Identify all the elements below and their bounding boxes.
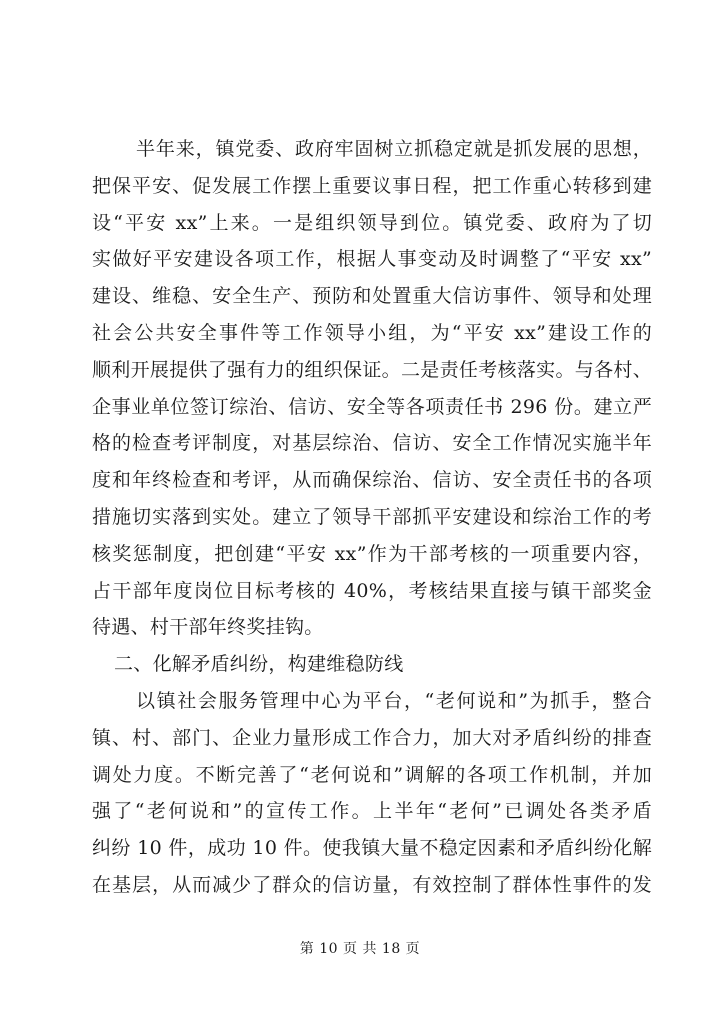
text-line: 格的检查考评制度，对基层综治、信访、安全工作情况实施半年	[92, 432, 652, 455]
text-line: 措施切实落到实处。建立了领导干部抓平安建设和综治工作的考	[92, 505, 652, 528]
document-body	[92, 131, 652, 904]
text-line: 待遇、村干部年终奖挂钩。	[92, 616, 324, 639]
text-line: 度和年终检查和考评，从而确保综治、信访、安全责任书的各项	[92, 469, 652, 492]
text-line: 占干部年度岗位目标考核的 40%，考核结果直接与镇干部奖金	[92, 579, 652, 602]
text-line: 设“平安 xx”上来。一是组织领导到位。镇党委、政府为了切	[92, 211, 652, 234]
text-line: 顺利开展提供了强有力的组织保证。二是责任考核落实。与各村、	[92, 358, 652, 381]
page-footer: 第 10 页 共 18 页	[299, 941, 421, 957]
text-line: 在基层，从而减少了群众的信访量，有效控制了群体性事件的发	[92, 873, 652, 896]
text-line: 实做好平安建设各项工作，根据人事变动及时调整了“平安 xx”	[92, 248, 652, 271]
text-line: 企事业单位签订综治、信访、安全等各项责任书 296 份。建立严	[92, 395, 652, 418]
text-line: 核奖惩制度，把创建“平安 xx”作为干部考核的一项重要内容，	[92, 542, 652, 565]
text-line: 镇、村、部门、企业力量形成工作合力，加大对矛盾纠纷的排查	[92, 726, 652, 749]
text-line: 半年来，镇党委、政府牢固树立抓稳定就是抓发展的思想，	[136, 138, 652, 160]
text-line: 调处力度。不断完善了“老何说和”调解的各项工作机制，并加	[92, 763, 652, 786]
text-line: 纠纷 10 件，成功 10 件。使我镇大量不稳定因素和矛盾纠纷化解	[92, 837, 652, 860]
text-line: 强了“老何说和”的宣传工作。上半年“老何”已调处各类矛盾	[92, 800, 652, 823]
section-heading: 二、化解矛盾纠纷，构建维稳防线	[114, 653, 404, 676]
text-line: 把保平安、促发展工作摆上重要议事日程，把工作重心转移到建	[92, 174, 652, 197]
text-line: 社会公共安全事件等工作领导小组，为“平安 xx”建设工作的	[92, 321, 652, 344]
text-line: 建设、维稳、安全生产、预防和处置重大信访事件、领导和处理	[92, 285, 652, 308]
text-line: 以镇社会服务管理中心为平台，“老何说和”为抓手，整合	[136, 689, 652, 712]
